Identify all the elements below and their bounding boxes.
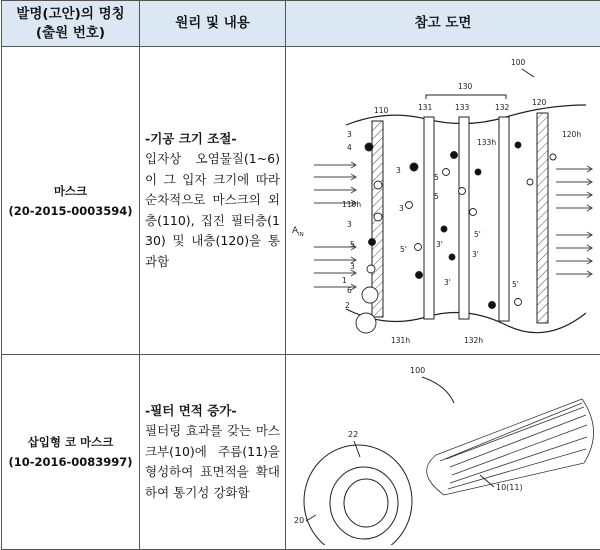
svg-text:5: 5 (434, 192, 439, 201)
svg-text:IN: IN (298, 232, 304, 238)
svg-text:100: 100 (511, 58, 526, 67)
svg-text:3: 3 (396, 166, 401, 175)
principle-cell (140, 47, 286, 355)
invention-name-cell (2, 355, 140, 550)
svg-text:110h: 110h (342, 200, 361, 209)
nose-mask-diagram (286, 355, 600, 545)
table-header-row (2, 1, 600, 47)
svg-text:132h: 132h (464, 336, 483, 345)
svg-text:3': 3' (436, 240, 443, 249)
svg-text:3: 3 (399, 204, 404, 213)
invention-name-cell (2, 47, 140, 355)
invention-name: 마스크 (2, 181, 139, 201)
mask-layer-diagram (286, 47, 600, 350)
svg-text:3: 3 (347, 220, 352, 229)
header-name-label: 발명(고안)의 명칭 (2, 5, 139, 24)
particles (356, 142, 556, 333)
invention-name: 삽입형 코 마스크 (2, 432, 139, 452)
svg-text:110: 110 (374, 106, 389, 115)
svg-text:A: A (292, 226, 299, 236)
header-figure: 참고 도면 (286, 1, 600, 47)
figure-cell (286, 355, 600, 550)
filter-layer-133 (459, 117, 469, 319)
svg-text:131: 131 (418, 103, 433, 112)
svg-text:133h: 133h (477, 138, 496, 147)
svg-text:132: 132 (495, 103, 510, 112)
svg-text:1: 1 (342, 276, 347, 285)
svg-text:5': 5' (400, 245, 407, 254)
application-number: (20-2015-0003594) (2, 201, 139, 221)
group-bracket (426, 95, 506, 99)
svg-text:20: 20 (294, 516, 304, 525)
svg-text:3: 3 (347, 130, 352, 139)
header-principle: 원리 및 내용 (140, 1, 286, 47)
flange (304, 445, 412, 545)
patent-table (1, 0, 600, 550)
principle-heading: -필터 면적 증가- (145, 401, 280, 422)
figure-cell (286, 47, 600, 355)
svg-text:3: 3 (350, 262, 355, 271)
svg-text:6: 6 (347, 286, 352, 295)
svg-text:130: 130 (458, 82, 473, 91)
pleated-cylinder (427, 399, 594, 495)
svg-text:5': 5' (474, 230, 481, 239)
svg-text:131h: 131h (391, 336, 410, 345)
table-row (2, 47, 600, 355)
principle-cell (140, 355, 286, 550)
table-row (2, 355, 600, 550)
header-name-number (2, 1, 140, 47)
svg-text:22: 22 (348, 430, 358, 439)
header-number-label: (출원 번호) (2, 24, 139, 43)
svg-text:133: 133 (455, 103, 470, 112)
inner-layer (537, 113, 548, 323)
svg-text:5: 5 (434, 173, 439, 182)
svg-text:3': 3' (472, 250, 479, 259)
svg-text:10(11): 10(11) (496, 483, 523, 492)
svg-text:2: 2 (345, 301, 350, 310)
svg-text:5: 5 (350, 240, 355, 249)
svg-text:5': 5' (512, 280, 519, 289)
principle-description: 필터링 효과를 갖는 마스크부(10)에 주름(11)을 형성하여 표면적을 확대하여 통기성 강화함 (145, 421, 280, 503)
application-number: (10-2016-0083997) (2, 452, 139, 472)
filter-layer-132 (499, 117, 509, 321)
svg-text:100: 100 (410, 366, 425, 375)
principle-heading: -기공 크기 조절- (145, 129, 280, 150)
svg-text:120: 120 (532, 98, 547, 107)
svg-text:120h: 120h (562, 130, 581, 139)
principle-description: 입자상 오염물질(1~6)이 그 입자 크기에 따라 순차적으로 마스크의 외층(110), 집진 필터층(130) 및 내층(120)을 통과함 (145, 149, 280, 272)
filter-layer-131 (424, 117, 434, 319)
svg-text:3': 3' (444, 278, 451, 287)
outgoing-air-arrows (556, 166, 592, 277)
svg-text:4: 4 (347, 143, 352, 152)
